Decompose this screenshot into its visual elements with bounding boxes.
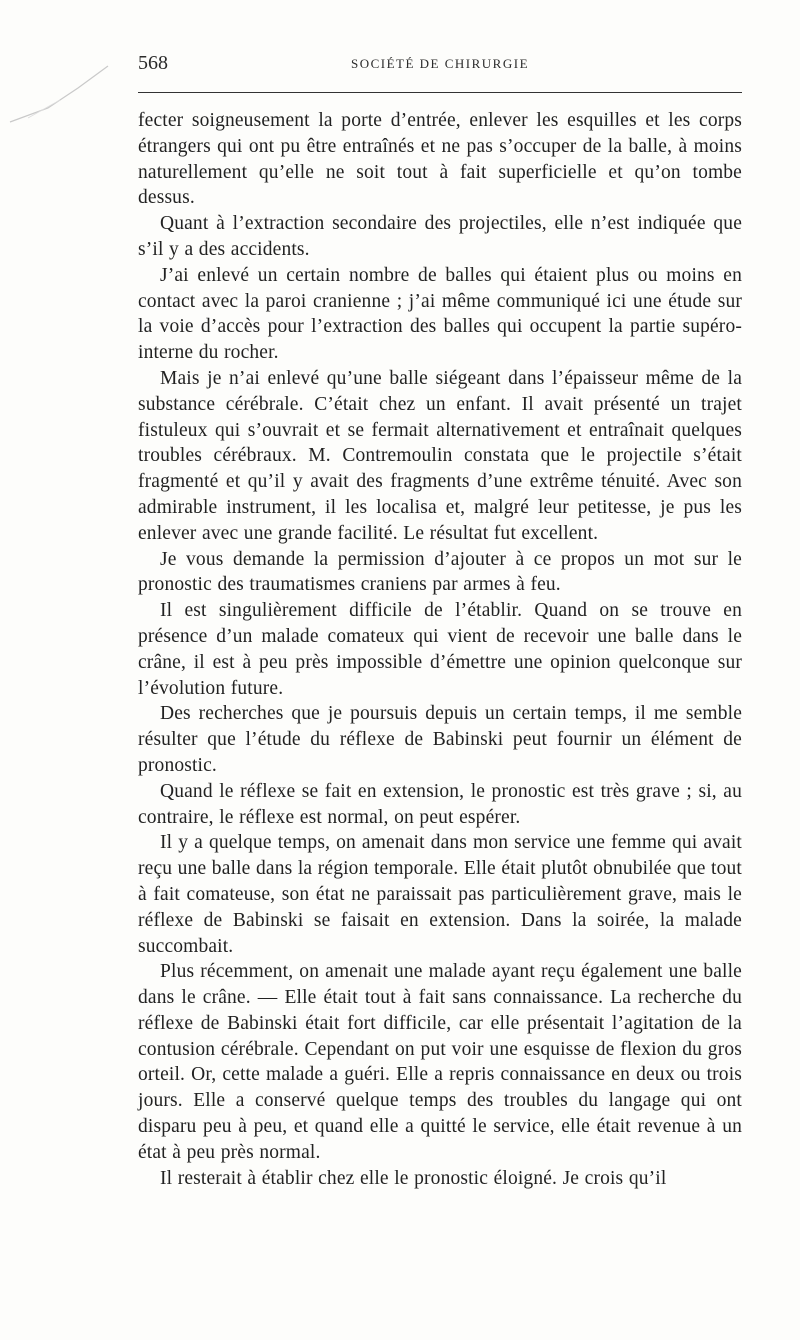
scan-smudge-mark <box>8 60 118 130</box>
running-head: SOCIÉTÉ DE CHIRURGIE <box>350 56 530 71</box>
paragraph: Des recherches que je poursuis depuis un certain temps, il me semble résulter que l’étude du réflexe de Babinski peut fournir un élément de pronostic. <box>138 703 742 776</box>
paragraph: Il est singulièrement difficile de l’établir. Quand on se trouve en présence d’un malade comateux qui vient de recevoir une balle dans le crâne, il est à peu près impossible d’émettre une opinion quelconque sur l’évolution future. <box>138 600 742 699</box>
paragraph: Quand le réflexe se fait en extension, le pronostic est très grave ; si, au contraire, le réflexe est normal, on peut espérer. <box>138 780 742 828</box>
page-header <box>138 52 742 78</box>
paragraph: Il y a quelque temps, on amenait dans mon service une femme qui avait reçu une balle dans la région temporale. Elle était plutôt obnubilée que tout à fait comateuse, son état ne paraissait pas particulièrement grave, mais le réflexe de Babinski se faisait en extension. Dans la soirée, la malade succombait. <box>138 832 742 957</box>
paragraph: Mais je n’ai enlevé qu’une balle siégeant dans l’épaisseur même de la substance cérébrale. C’était chez un enfant. Il avait présenté un trajet fistuleux qui s’ouvrait et se fermait alternativement et entraînait quelques troubles cérébraux. M. Contremoulin constata que le projectile s’était fragmenté et qu’il y avait des fragments d’une extrême ténuité. Avec son admirable instrument, il les localisa et, malgré leur petitesse, je pus les enlever avec une grande facilité. Le résultat fut excellent. <box>138 367 742 544</box>
body-text <box>138 108 742 1191</box>
page-number: 568 <box>138 52 168 74</box>
paragraph: Il resterait à établir chez elle le pronostic éloigné. Je crois qu’il <box>160 1167 667 1189</box>
paragraph: Je vous demande la permission d’ajouter à ce propos un mot sur le pronostic des traumatismes craniens par armes à feu. <box>138 548 742 596</box>
paragraph: Plus récemment, on amenait une malade ayant reçu également une balle dans le crâne. — Elle était tout à fait sans connaissance. La recherche du réflexe de Babinski était fort difficile, car elle présentait l’agitation de la contusion cérébrale. Cependant on put voir une esquisse de flexion du gros orteil. Or, cette malade a guéri. Elle a repris connaissance en deux ou trois jours. Elle a conservé quelque temps des troubles du langage qui ont disparu peu à peu, et quand elle a quitté le service, elle était revenue à un état à peu près normal. <box>138 961 742 1163</box>
paragraph: fecter soigneusement la porte d’entrée, enlever les esquilles et les corps étrangers qui ont pu être entraînés et ne pas s’occuper de la balle, à moins naturellement qu’elle ne soit tout à fait superficielle et qu’on tombe dessus. <box>138 110 742 209</box>
header-rule <box>138 92 742 93</box>
paragraph: J’ai enlevé un certain nombre de balles qui étaient plus ou moins en contact avec la paroi cranienne ; j’ai même communiqué ici une étude sur la voie d’accès pour l’extraction des balles qui occupent la partie supéro-interne du rocher. <box>138 264 742 364</box>
paragraph: Quant à l’extraction secondaire des projectiles, elle n’est indiquée que s’il y a des accidents. <box>138 213 742 260</box>
